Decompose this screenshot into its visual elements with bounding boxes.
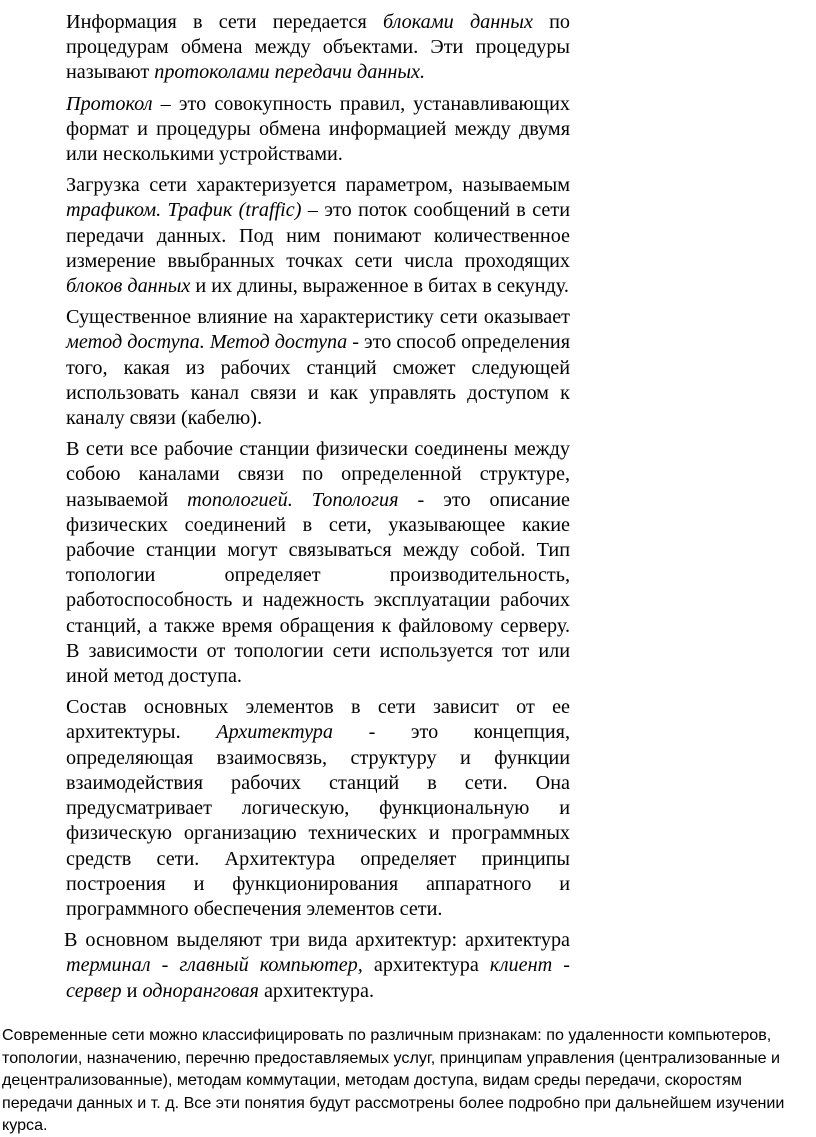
text-run: – это поток сообщений в сети передачи данных. Под ним понимают количественное измерение ввыбранных точках сети числа проходящих [66,199,570,272]
text-run: - это описание физических соединений в сети, указывающее какие рабочие станции могут связываться между собой. Тип топологии определяет производительность, работоспособность и надежность эксплуатации рабочих станций, а также время обращения к файловому серверу. В зависимости от топологии сети используется тот или иной метод доступа. [66,488,570,688]
text-run: В основном выделяют три вида архитектур: архитектура [64,929,570,952]
italic-term: метод доступа. Метод доступа [66,331,348,354]
italic-term: блоками данных [382,11,533,33]
text-run: Информация в сети передается [66,11,383,33]
paragraph [66,695,570,922]
italic-term: протоколами передачи данных. [154,61,426,84]
paragraph [66,437,570,689]
text-run: Существенное влияние на характеристику сети оказывает [66,306,570,329]
text-run: и их длины, выраженное в битах в секунду. [190,275,569,298]
paragraph [66,10,570,86]
text-run: - это концепция, определяющая взаимосвязь, структуру и функции взаимодействия рабочих станций в сети. Она предусматривает логическую, функциональную и физическую организацию технических и программных средств сети. Архитектура определяет принципы построения и функционирования аппаратного и программного обеспечения элементов сети. [66,721,570,920]
paragraph [66,928,570,1004]
text-run: по процедурам обмена между объектами. Эти процедуры называют [66,11,571,84]
text-column [66,10,570,1010]
text-run: – это совокупность правил, устанавливающих формат и процедуры обмена информацией между двумя или несколькими устройствами. [66,92,570,166]
text-run: Состав основных элементов в сети зависит от ее архитектуры. [66,696,570,744]
text-run: В сети все рабочие станции физически соединены между собою каналами связи по определенной структуре, называемой [66,438,570,511]
text-run: архитектура. [258,979,374,1002]
italic-term: трафиком. Трафик (traffic) [66,199,302,222]
italic-term: терминал - главный компьютер, [66,954,363,977]
text-run: - это способ определения того, какая из рабочих станций сможет следующей использовать канал связи и как управлять доступом к каналу связи (кабелю). [66,331,570,430]
text-run: архитектура [362,954,490,977]
italic-term: одноранговая [142,979,259,1002]
italic-term: клиент - сервер [66,954,570,1002]
paragraph [66,305,570,431]
italic-term: Архитектура [216,721,333,744]
classification-paragraph: Современные сети можно классифицировать по различным признакам: по удаленности компьютеров, топологии, назначению, перечню предоставляемых услуг, принципам управления (централизованные и децентрализованные), методам коммутации, методам доступа, видам среды передачи, скоростям передачи данных и т. д. Все эти понятия будут рассмотрены более подробно при дальнейшем изучении курса. [2,1026,785,1135]
text-run: Загрузка сети характеризуется параметром, называемым [66,174,570,197]
paragraph [66,92,570,168]
paragraph [66,173,570,299]
italic-term: Протокол [66,92,153,115]
italic-term: топологией. Топология [187,488,399,511]
text-run: и [121,979,143,1002]
italic-term: блоков данных [66,275,191,298]
